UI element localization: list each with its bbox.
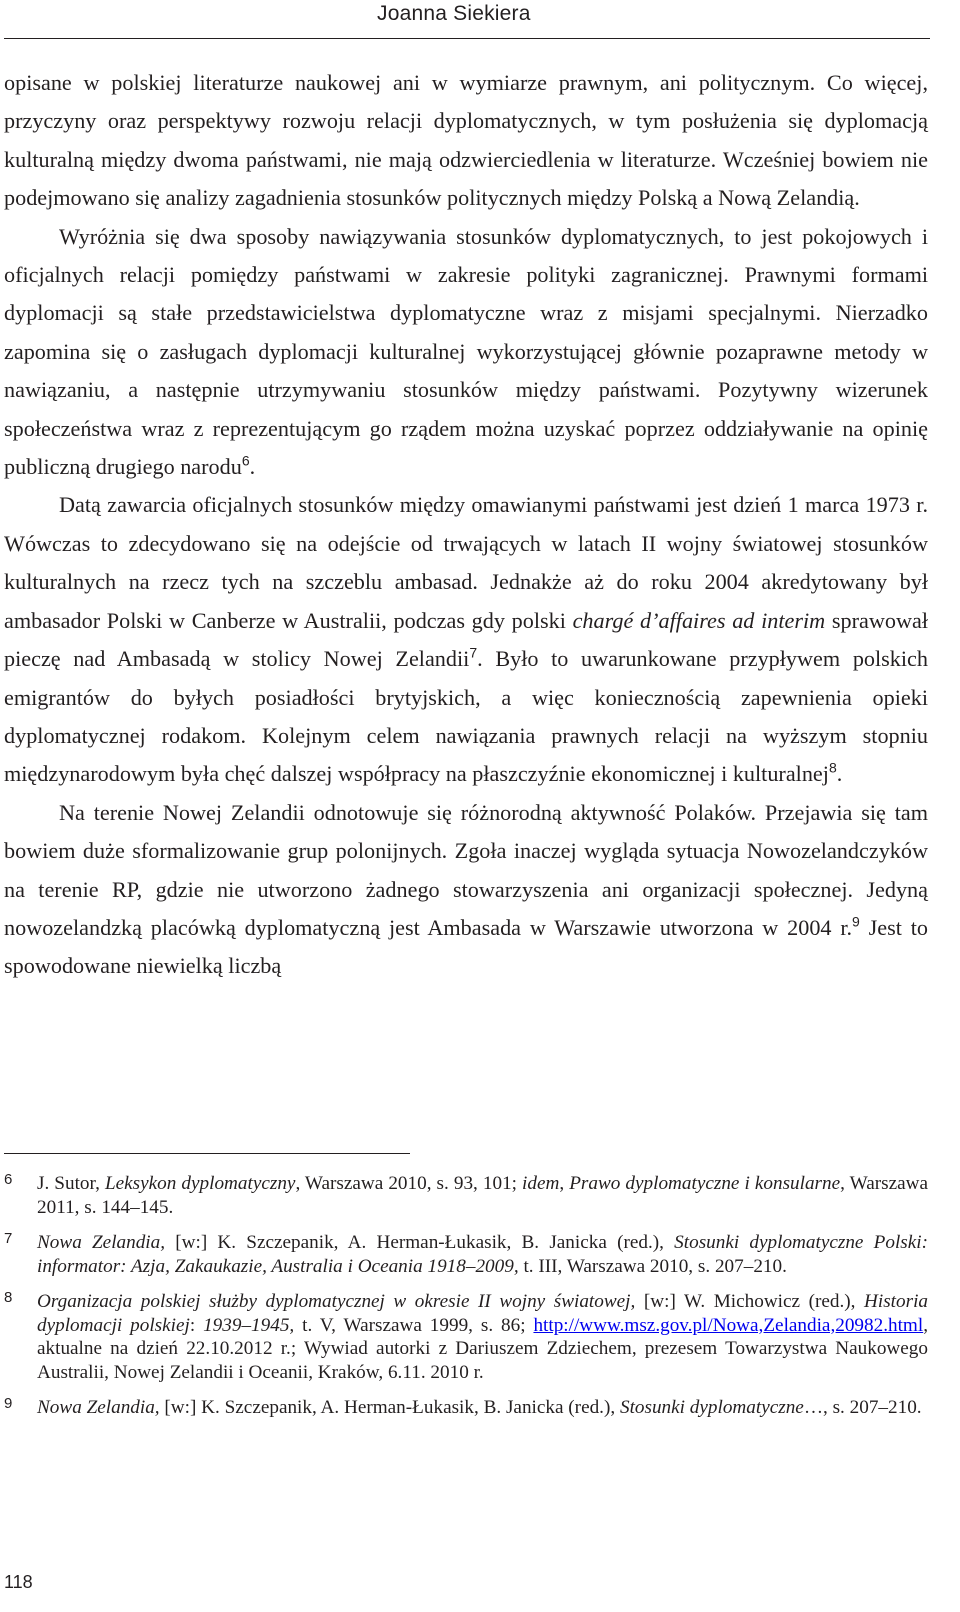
footnote-text: t. III, Warszawa 2010, s. 207–210. xyxy=(518,1255,787,1277)
paragraph-2 xyxy=(4,218,928,487)
footnote-number: 7 xyxy=(4,1230,13,1247)
paragraph-3-text-b: sprawował pieczę nad Ambasadą w stolicy Nowej Zelandii xyxy=(4,607,928,672)
footnote-text: [w:] K. Szczepanik, A. Herman-Łukasik, B. Janicka (red.), xyxy=(165,1232,675,1253)
paragraph-4-text-b: Jest to spowodowane niewielką liczbą xyxy=(4,914,928,979)
page-number: 118 xyxy=(4,1572,33,1592)
footnote-ref-6[interactable]: 6 xyxy=(241,452,250,469)
paragraph-1-text: opisane w polskiej literaturze naukowej ani w wymiarze prawnym, ani politycznym. Co więcej, przyczyny oraz perspektywy rozwoju relacji dyplomatycznych, w tym posłużenia się dyplomacją kulturalną między dwoma państwami, nie mają odzwierciedlenia w literaturze. Wcześniej bowiem nie podejmowano się analizy zagadnienia stosunków politycznych między Polską a Nową Zelandią. xyxy=(4,70,928,211)
footnote-text: , aktualne na dzień 22.10.2012 r.; Wywiad autorki z Dariuszem Zdziechem, prezesem Towarzystwa Naukowego Australii, Nowej Zelandii i Oceanii, Kraków, 6.11. 2010 r. xyxy=(37,1314,928,1383)
footnote-8 xyxy=(4,1290,928,1384)
footnote-number: 6 xyxy=(4,1171,13,1188)
running-head-author: Joanna Siekiera xyxy=(377,2,531,25)
footnote-italic: Organizacja polskiej służby dyplomatycznej w okresie II wojny światowej, xyxy=(37,1291,636,1312)
footnotes xyxy=(4,1172,928,1432)
footnote-text: t. V, Warszawa 1999, s. 86; xyxy=(294,1314,534,1336)
footnote-9 xyxy=(4,1396,928,1420)
footnote-ref-8[interactable]: 8 xyxy=(828,759,837,776)
footnote-text: J. Sutor, xyxy=(37,1173,105,1194)
paragraph-1 xyxy=(4,64,928,218)
paragraph-4-text-a: Na terenie Nowej Zelandii odnotowuje się różnorodną aktywność Polaków. Przejawia się tam bowiem duże sformalizowanie grup polonijnych. Zgoła inaczej wygląda sytuacja Nowozelandczyków na terenie RP, gdzie nie utworzono żadnego stowarzyszenia ani organizacji społecznej. Jedyną nowozelandzką placówką dyplomatyczną jest Ambasada w Warszawie utworzona w 2004 r. xyxy=(4,799,928,940)
paragraph-2-text: Wyróżnia się dwa sposoby nawiązywania stosunków dyplomatycznych, to jest pokojowych i oficjalnych relacji pomiędzy państwami w zakresie polityki zagranicznej. Prawnymi formami dyplomacji są stałe przedstawicielstwa dyplomatyczne wraz z misjami specjalnymi. Nierzadko zapomina się o zasługach dyplomacji kulturalnej wykorzystującej głównie pozaprawne metody w nawiązaniu, a następnie utrzymywaniu stosunków między państwami. Pozytywny wizerunek społeczeństwa wraz z reprezentującym go rządem można uzyskać poprzez oddziaływanie na opinię publiczną drugiego narodu xyxy=(4,223,928,480)
footnote-italic: Nowa Zelandia, xyxy=(37,1232,166,1253)
paragraph-2-end: . xyxy=(249,454,256,480)
footnote-text: , xyxy=(559,1173,570,1194)
paragraph-3-italic: chargé d’affaires ad interim xyxy=(572,607,826,633)
main-text xyxy=(4,64,928,986)
footnote-6 xyxy=(4,1172,928,1219)
footnote-ref-7[interactable]: 7 xyxy=(469,644,478,661)
footnote-italic: Leksykon dyplomatyczny xyxy=(104,1173,296,1194)
footnote-ref-9[interactable]: 9 xyxy=(852,913,860,930)
footnote-italic: Prawo dyplomatyczne i konsularne xyxy=(569,1173,841,1194)
footnote-number: 8 xyxy=(4,1289,13,1306)
footnote-text: : xyxy=(189,1314,204,1336)
msz-link[interactable]: http://www.msz.gov.pl/Nowa,Zelandia,20982.html xyxy=(533,1314,924,1336)
paragraph-3-text-a: Datą zawarcia oficjalnych stosunków między omawianymi państwami jest dzień 1 marca 1973 r. Wówczas to zdecydowano się na odejście od trwających w latach II wojny światowej stosunków kulturalnych na rzecz tych na szczeblu ambasad. Jednakże aż do roku 2004 akredytowany był ambasador Polski w Canberze w Australii, podczas gdy polski xyxy=(4,492,928,633)
paragraph-3 xyxy=(4,486,928,793)
header-rule xyxy=(4,38,930,39)
paragraph-4 xyxy=(4,794,928,986)
footnote-italic: Stosunki dyplomatyczne Polski: informator: Azja, Zakaukazie, Australia i Oceania 1918–2009, xyxy=(37,1232,928,1277)
running-head xyxy=(0,0,960,40)
footnote-text: [w:] K. Szczepanik, A. Herman-Łukasik, B. Janicka (red.), xyxy=(159,1397,620,1418)
footnote-text: , Warszawa 2010, s. 93, 101; xyxy=(295,1173,523,1194)
footnote-number: 9 xyxy=(4,1395,13,1412)
footnote-italic: Historia dyplomacji polskiej xyxy=(37,1291,929,1336)
footnote-text: [w:] W. Michowicz (red.), xyxy=(635,1291,865,1312)
footnote-text: , Warszawa 2011, s. 144–145. xyxy=(37,1173,928,1218)
footnote-7 xyxy=(4,1231,928,1278)
footnote-italic: Stosunki dyplomatyczne xyxy=(619,1397,804,1418)
footnote-text: …, s. 207–210. xyxy=(803,1397,922,1418)
footnote-italic: Nowa Zelandia, xyxy=(37,1397,160,1418)
paragraph-3-text-c: . Było to uwarunkowane przypływem polskich emigrantów do byłych posiadłości brytyjskich, a więc koniecznością zapewnienia opieki dyplomatycznej rodakom. Kolejnym celem nawiązania prawnych relacji na wyższym stopniu międzynarodowym była chęć dalszej współpracy na płaszczyźnie ekonomicznej i kulturalnej xyxy=(4,646,929,787)
paragraph-3-end: . xyxy=(836,761,843,787)
footnote-separator xyxy=(4,1153,410,1154)
footnote-italic: 1939–1945, xyxy=(203,1314,295,1336)
footnote-italic: idem xyxy=(522,1173,560,1194)
